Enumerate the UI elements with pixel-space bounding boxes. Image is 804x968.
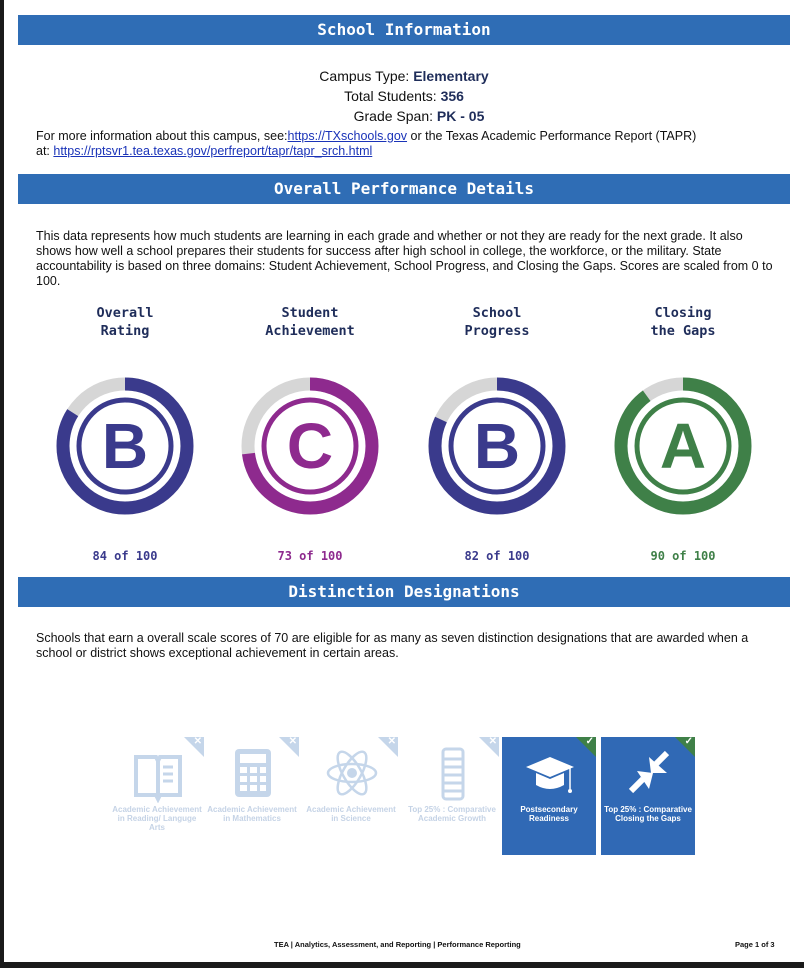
distinction-earned — [502, 737, 596, 855]
grade-letter: C — [286, 410, 334, 482]
distinction-earned — [601, 737, 695, 855]
campus-type-label: Campus Type: — [319, 68, 410, 84]
domain-heading-line2: Progress — [464, 323, 530, 339]
more-info-text — [36, 129, 776, 159]
more-info-mid: or the Texas Academic Performance Report (TAPR) — [407, 129, 697, 143]
total-students-value: 356 — [440, 88, 464, 104]
distinction-not-earned — [304, 737, 398, 855]
grade-ring — [53, 374, 197, 523]
campus-type — [4, 68, 804, 84]
total-students-label: Total Students: — [344, 88, 437, 104]
grade-letter: A — [659, 410, 707, 482]
domain-heading — [35, 304, 215, 340]
grade-letter: B — [473, 410, 521, 482]
x-icon: ✕ — [488, 737, 497, 747]
domain-heading-line1: School — [472, 305, 522, 321]
domain-heading — [593, 304, 773, 340]
domain-heading-line2: Rating — [100, 323, 150, 339]
distinction-label: Top 25% : Comparative Academic Growth — [408, 805, 496, 823]
x-icon: ✕ — [387, 737, 396, 747]
distinction-description: Schools that earn a overall scale scores of 70 are eligible for as many as seven distinction designations that are awarded when a school or district shows exceptional achievement in certain areas. — [36, 631, 749, 660]
more-info-at: at: — [36, 144, 54, 158]
total-students — [4, 88, 804, 104]
performance-description: This data represents how much students are learning in each grade and whether or not they are ready for the next grade. It also shows how well a school prepares their students for success after high school in college, the workforce, or the military. State accountability is based on three domains: Student Achievement, School Progress, and Closing the Gaps. Scores are scaled from 0 to 100. — [36, 229, 773, 288]
check-icon: ✓ — [684, 737, 693, 747]
distinction-label: Academic Achievement in Reading/ Languge Arts — [112, 805, 202, 832]
grade-ring-graphic — [53, 374, 197, 518]
distinction-not-earned — [405, 737, 499, 855]
campus-type-value: Elementary — [413, 68, 489, 84]
more-info-prefix: For more information about this campus, see: — [36, 129, 288, 143]
ladder-icon — [427, 745, 479, 803]
grade-letter: B — [101, 410, 149, 482]
atom-icon — [326, 745, 378, 803]
grade-ring — [611, 374, 755, 523]
report-page — [4, 0, 804, 962]
domain-heading-line2: the Gaps — [650, 323, 716, 339]
x-icon: ✕ — [288, 737, 297, 747]
domain-heading-line1: Closing — [654, 305, 712, 321]
footer-page-number: Page 1 of 3 — [735, 940, 775, 949]
grade-span-label: Grade Span: — [353, 108, 434, 124]
distinction-label: Academic Achievement in Science — [306, 805, 396, 823]
grade-ring-graphic — [611, 374, 755, 518]
distinction-not-earned — [205, 737, 299, 855]
domain-heading-line1: Student — [281, 305, 339, 321]
calculator-icon — [227, 745, 279, 803]
grade-ring — [425, 374, 569, 523]
distinction-label: Postsecondary Readiness — [520, 805, 578, 823]
school-information-header: School Information — [18, 15, 790, 45]
overall-performance-header: Overall Performance Details — [18, 174, 790, 204]
x-icon: ✕ — [193, 737, 202, 747]
book-icon — [132, 745, 184, 803]
distinction-not-earned — [110, 737, 204, 855]
domain-heading — [407, 304, 587, 340]
graduation-cap-icon — [524, 745, 576, 803]
distinction-designations-header: Distinction Designations — [18, 577, 790, 607]
tapr-link[interactable]: https://rptsvr1.tea.texas.gov/perfreport/tapr/tapr_srch.html — [53, 144, 373, 158]
domain-score: 90 of 100 — [650, 549, 716, 563]
arrows-inward-icon — [623, 745, 675, 803]
domain-score: 73 of 100 — [277, 549, 343, 563]
grade-ring-graphic — [425, 374, 569, 518]
footer-left: TEA | Analytics, Assessment, and Reporting | Performance Reporting — [274, 940, 521, 949]
grade-ring — [238, 374, 382, 523]
grade-span-value: PK - 05 — [436, 108, 485, 124]
txschools-link[interactable]: https://TXschools.gov — [287, 129, 408, 143]
distinction-label: Top 25% : Comparative Closing the Gaps — [604, 805, 692, 823]
domain-score: 82 of 100 — [464, 549, 530, 563]
grade-span — [4, 108, 804, 124]
check-icon: ✓ — [585, 737, 594, 747]
domain-heading-line1: Overall — [96, 305, 154, 321]
domain-score: 84 of 100 — [92, 549, 158, 563]
domain-heading — [220, 304, 400, 340]
domain-heading-line2: Achievement — [265, 323, 355, 339]
distinction-label: Academic Achievement in Mathematics — [207, 805, 297, 823]
grade-ring-graphic — [238, 374, 382, 518]
